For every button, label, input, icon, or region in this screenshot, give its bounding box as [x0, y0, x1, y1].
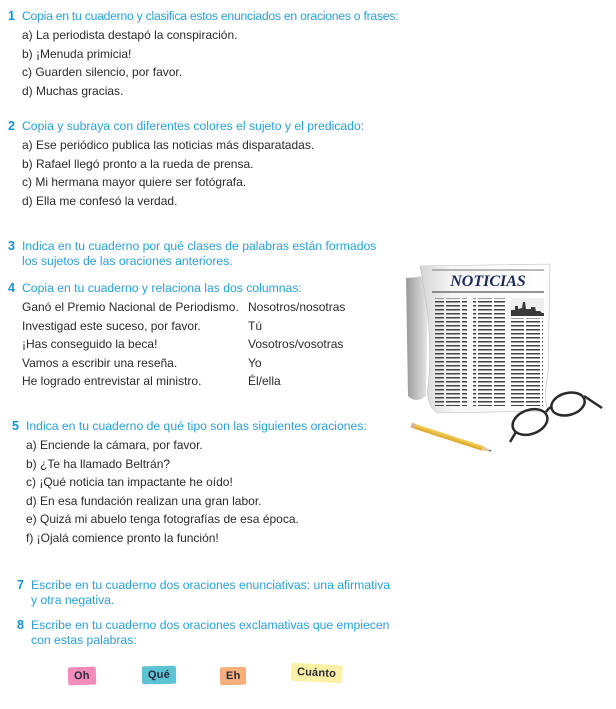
list-item: a) Enciende la cámara, por favor. — [26, 438, 203, 452]
word-tag-oh: Oh — [68, 667, 96, 686]
exercise-instruction-line: Indica en tu cuaderno por qué clases de palabras están formados — [22, 239, 377, 253]
exercise-instruction-line: con estas palabras: — [31, 633, 137, 647]
exercise-instruction-line: y otra negativa. — [31, 593, 115, 607]
left-column-item: Ganó el Premio Nacional de Periodismo. — [22, 300, 239, 314]
newspaper-illustration — [398, 256, 616, 456]
exercise-number: 1 — [8, 9, 15, 23]
right-column-item: Vosotros/vosotras — [248, 337, 344, 351]
list-item: c) Guarden silencio, por favor. — [22, 65, 183, 79]
right-column-item: Yo — [248, 355, 262, 370]
exercise-instruction: Copia en tu cuaderno y clasifica estos enunciados en oraciones o frases: — [22, 9, 399, 23]
exercise-number: 7 — [17, 578, 24, 592]
list-item: d) Ella me confesó la verdad. — [22, 193, 178, 208]
exercise-number: 8 — [17, 618, 24, 632]
exercise-instruction: Copia en tu cuaderno y relaciona las dos columnas: — [22, 281, 302, 295]
right-column-item: Nosotros/nosotras — [248, 300, 346, 314]
word-tag-eh: Eh — [220, 667, 247, 685]
list-item: a) Ese periódico publica las noticias más disparatadas. — [22, 138, 315, 152]
list-item: f) ¡Ojalá comience pronto la función! — [26, 530, 219, 545]
list-item: a) La periodista destapó la conspiración. — [22, 28, 238, 42]
exercise-number: 3 — [8, 239, 15, 253]
list-item: c) ¡Qué noticia tan impactante he oído! — [26, 475, 233, 489]
exercise-instruction: Indica en tu cuaderno de qué tipo son las siguientes oraciones: — [26, 419, 367, 433]
exercise-instruction-line: Escribe en tu cuaderno dos oraciones exclamativas que empiecen — [31, 618, 390, 632]
list-item: c) Mi hermana mayor quiere ser fotógrafa. — [22, 175, 247, 189]
left-column-item: Investigad este suceso, por favor. — [22, 318, 201, 333]
left-column-item: He logrado entrevistar al ministro. — [22, 374, 202, 388]
left-column-item: Vamos a escribir una reseña. — [22, 355, 178, 370]
exercise-2 — [8, 119, 364, 210]
exercise-instruction-line: los sujetos de las oraciones anteriores. — [22, 254, 233, 268]
exercise-1 — [8, 9, 398, 100]
word-tag-que: Qué — [142, 666, 176, 685]
right-column-item: Él/ella — [248, 374, 281, 388]
list-item: b) Rafael llegó pronto a la rueda de prensa. — [22, 156, 254, 171]
word-tag-cuanto: Cuánto — [291, 663, 343, 684]
exercise-3 — [8, 239, 376, 269]
exercise-4 — [8, 281, 345, 391]
exercise-number: 5 — [12, 419, 19, 433]
exercise-5 — [12, 419, 367, 547]
word-tags — [0, 665, 420, 695]
list-item: d) Muchas gracias. — [22, 83, 124, 98]
exercise-number: 2 — [8, 119, 15, 133]
masthead-text: NOTICIAS — [450, 273, 526, 290]
exercise-instruction: Copia y subraya con diferentes colores el sujeto y el predicado: — [22, 119, 365, 133]
list-item: b) ¿Te ha llamado Beltrán? — [26, 456, 171, 471]
exercise-number: 4 — [8, 281, 15, 295]
list-item: e) Quizá mi abuelo tenga fotografías de esa época. — [26, 512, 299, 526]
newspaper-icon — [398, 256, 616, 456]
right-column-item: Tú — [248, 318, 263, 333]
list-item: d) En esa fundación realizan una gran labor. — [26, 493, 262, 508]
matching-columns — [22, 298, 345, 391]
exercise-7 — [17, 578, 390, 608]
left-column-item: ¡Has conseguido la beca! — [22, 337, 158, 351]
list-item: b) ¡Menuda primicia! — [22, 46, 132, 61]
exercise-instruction-line: Escribe en tu cuaderno dos oraciones enunciativas: una afirmativa — [31, 578, 391, 592]
exercise-8 — [17, 618, 389, 648]
